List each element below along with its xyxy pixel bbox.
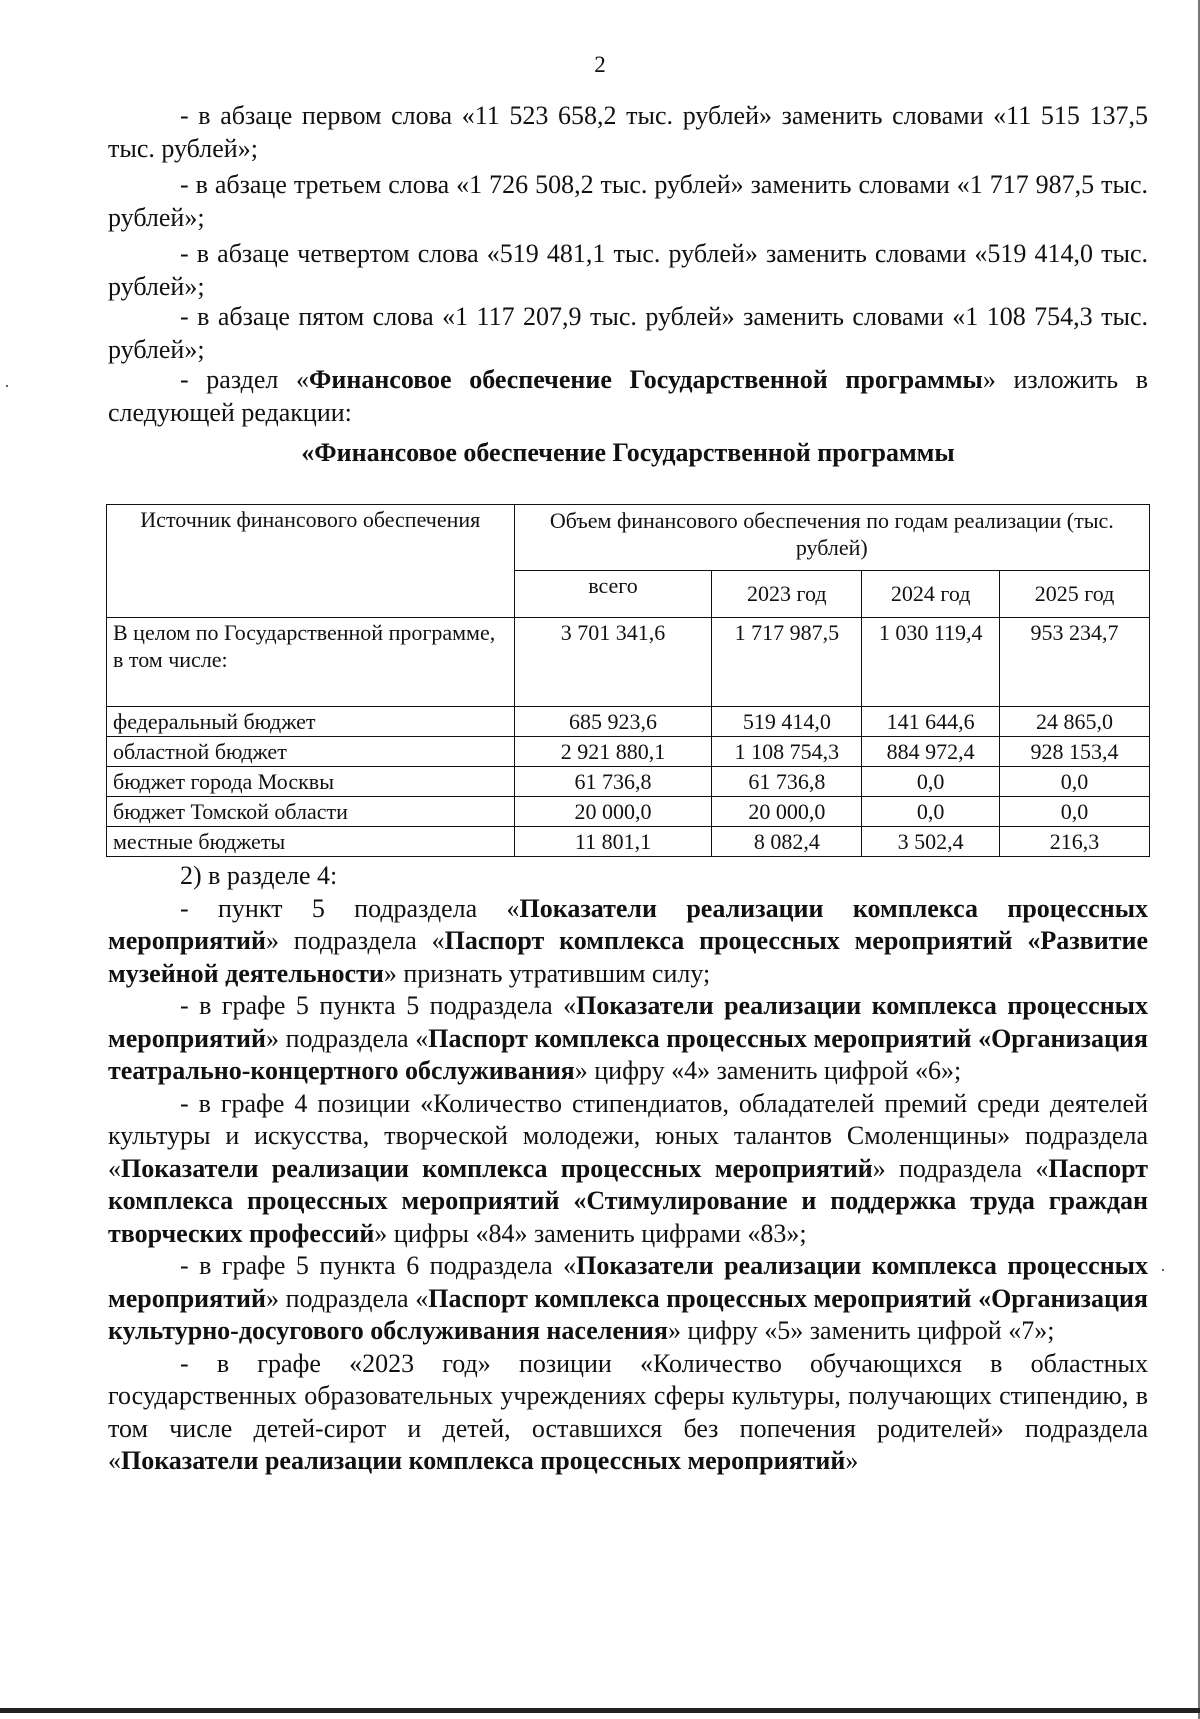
row-source: федеральный бюджет <box>107 707 515 737</box>
column-header: 2025 год <box>1000 570 1150 617</box>
section4-item <box>108 1348 1148 1478</box>
scan-speck: · <box>4 376 10 396</box>
bold-span: Паспорт комплекса процессных мероприятий «Организация культурно-досугового обслуживания населения <box>108 1283 1148 1345</box>
header-source: Источник финансового обеспечения <box>107 505 515 618</box>
text-span: - раздел « <box>180 365 310 394</box>
bold-span: Паспорт комплекса процессных мероприятий «Организация театрально-концертного обслуживания <box>108 1023 1148 1085</box>
bold-span: Паспорт комплекса процессных мероприятий «Развитие музейной деятельности <box>108 926 1148 988</box>
bold-span: Показатели реализации комплекса процессных мероприятий <box>121 1153 873 1183</box>
table-title: «Финансовое обеспечение Государственной программы <box>301 438 955 467</box>
text-span: - в графе «2023 год» позиции «Количество обучающихся в областных государственных образовательных учреждениях сферы культуры, получающих стипендию, в том числе детей-сирот и детей, оставшихся без попечения родителей» подраздела « <box>108 1348 1148 1475</box>
amendment-item: - в абзаце пятом слова «1 117 207,9 тыс. рублей» заменить словами «1 108 754,3 тыс. рублей»; <box>108 302 1148 364</box>
row-value: 20 000,0 <box>712 797 862 827</box>
row-value: 24 865,0 <box>1000 707 1150 737</box>
row-value: 0,0 <box>1000 767 1150 797</box>
bold-span: Показатели реализации комплекса процессных мероприятий <box>108 991 1148 1053</box>
section-replace-item <box>108 364 1148 429</box>
column-header: 2024 год <box>862 570 1000 617</box>
row-value: 0,0 <box>862 797 1000 827</box>
table-row <box>107 618 1150 707</box>
column-header: 2023 год <box>712 570 862 617</box>
row-source: бюджет города Москвы <box>107 767 515 797</box>
row-value: 2 921 880,1 <box>514 737 712 767</box>
row-value: 685 923,6 <box>514 707 712 737</box>
table-row <box>107 797 1150 827</box>
header-volume: Объем финансового обеспечения по годам реализации (тыс. рублей) <box>514 505 1149 571</box>
section4-item <box>108 1250 1148 1348</box>
text-span: » цифру «5» заменить цифрой «7»; <box>667 1316 1055 1345</box>
row-value: 20 000,0 <box>514 797 712 827</box>
section4-item <box>108 990 1148 1088</box>
row-value: 216,3 <box>1000 827 1150 857</box>
bold-span: Показатели реализации комплекса процессных мероприятий <box>108 893 1148 955</box>
table-row <box>107 707 1150 737</box>
text-span: - пункт 5 подраздела « <box>180 893 520 923</box>
financing-table <box>106 504 1150 857</box>
row-value: 8 082,4 <box>712 827 862 857</box>
bold-span: Показатели реализации комплекса процессных мероприятий <box>108 1251 1148 1313</box>
text-span: » изложить в следующей редакции: <box>108 365 1149 427</box>
amendments-top <box>108 100 1148 470</box>
row-value: 928 153,4 <box>1000 737 1150 767</box>
row-value: 141 644,6 <box>862 707 1000 737</box>
text-span: - в графе 5 пункта 5 подраздела « <box>180 991 577 1020</box>
page-number: 2 <box>594 52 606 77</box>
row-value: 3 701 341,6 <box>514 618 712 707</box>
text-span: » подраздела « <box>872 1153 1049 1183</box>
row-source: В целом по Государственной программе, в том числе: <box>107 618 515 707</box>
row-value: 519 414,0 <box>712 707 862 737</box>
row-value: 884 972,4 <box>862 737 1000 767</box>
row-value: 11 801,1 <box>514 827 712 857</box>
amendments-section4 <box>108 860 1148 1478</box>
amendment-item: - в абзаце первом слова «11 523 658,2 тыс. рублей» заменить словами «11 515 137,5 тыс. рублей»; <box>108 101 1148 163</box>
table-row <box>107 737 1150 767</box>
row-value: 61 736,8 <box>514 767 712 797</box>
bold-span: Паспорт комплекса процессных мероприятий «Стимулирование и поддержка труда граждан творческих профессий <box>108 1153 1148 1248</box>
row-source: местные бюджеты <box>107 827 515 857</box>
row-value: 0,0 <box>862 767 1000 797</box>
scan-speck: · <box>1160 1260 1166 1280</box>
row-value: 61 736,8 <box>712 767 862 797</box>
text-span: - в графе 4 позиции «Количество стипендиатов, обладателей премий среди деятелей культуры и искусства, творческой молодежи, юных талантов Смоленщины» подраздела « <box>108 1088 1148 1183</box>
section4-item <box>108 893 1148 991</box>
section4-heading: 2) в разделе 4: <box>180 861 338 890</box>
text-span: » подраздела « <box>265 1023 429 1053</box>
row-value: 1 030 119,4 <box>862 618 1000 707</box>
bold-span: Показатели реализации комплекса процессных мероприятий <box>121 1446 846 1475</box>
amendment-item: - в абзаце третьем слова «1 726 508,2 тыс. рублей» заменить словами «1 717 987,5 тыс. рублей»; <box>108 170 1148 232</box>
text-span: » признать утратившим силу; <box>383 958 711 988</box>
text-span: - в графе 5 пункта 6 подраздела « <box>180 1251 577 1280</box>
text-span: » цифры «84» заменить цифрами «83»; <box>374 1218 807 1248</box>
section4-item <box>108 1088 1148 1251</box>
bold-span: Финансовое обеспечение Государственной программы <box>309 365 983 394</box>
table-row <box>107 827 1150 857</box>
text-span: » <box>845 1446 859 1475</box>
row-value: 0,0 <box>1000 797 1150 827</box>
text-span: » цифру «4» заменить цифрой «6»; <box>574 1056 962 1085</box>
row-value: 953 234,7 <box>1000 618 1150 707</box>
row-value: 3 502,4 <box>862 827 1000 857</box>
row-source: областной бюджет <box>107 737 515 767</box>
text-span: » подраздела « <box>265 1283 429 1313</box>
table-row <box>107 767 1150 797</box>
text-span: » подраздела « <box>265 926 445 955</box>
amendment-item: - в абзаце четвертом слова «519 481,1 тыс. рублей» заменить словами «519 414,0 тыс. рублей»; <box>108 239 1148 301</box>
column-header: всего <box>514 570 712 617</box>
row-value: 1 108 754,3 <box>712 737 862 767</box>
row-source: бюджет Томской области <box>107 797 515 827</box>
scan-edge-bottom <box>0 1708 1200 1713</box>
row-value: 1 717 987,5 <box>712 618 862 707</box>
